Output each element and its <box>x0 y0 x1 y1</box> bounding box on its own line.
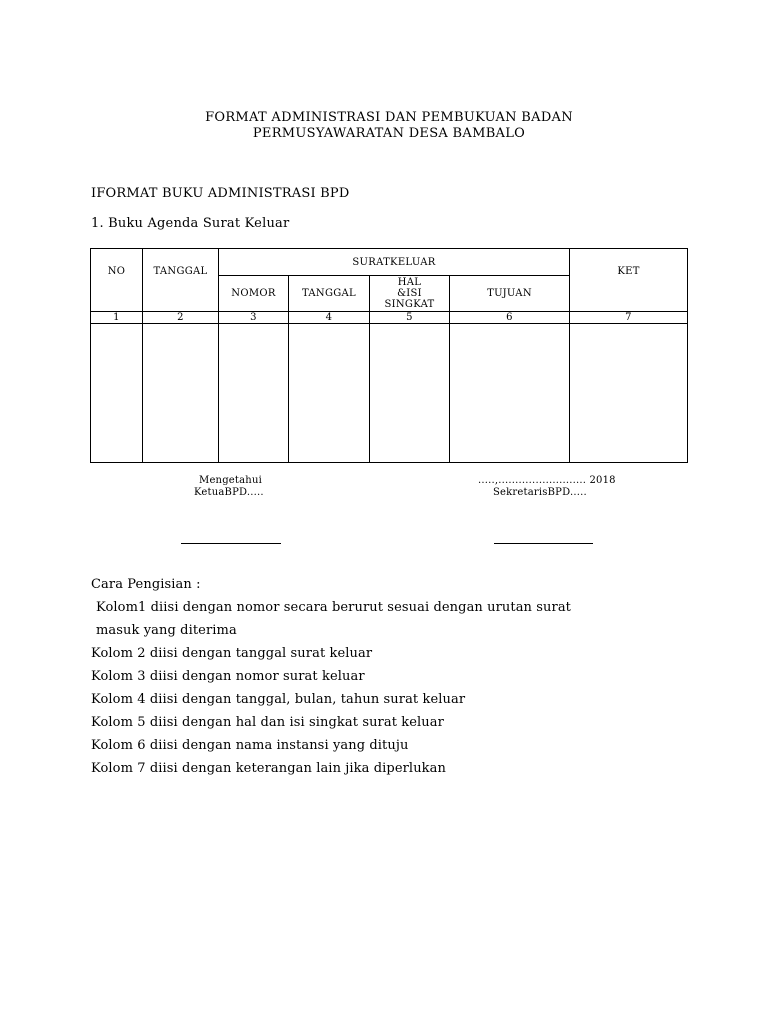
signature-left <box>194 475 264 499</box>
empty-cell <box>289 324 370 463</box>
column-number-5: 5 <box>370 312 450 324</box>
instructions-heading: Cara Pengisian : <box>91 577 201 592</box>
header-tujuan: TUJUAN <box>450 276 570 312</box>
empty-cell <box>450 324 570 463</box>
signature-line-right <box>494 543 593 544</box>
empty-cell <box>143 324 219 463</box>
instruction-item: Kolom 6 diisi dengan nama instansi yang dituju <box>91 738 409 753</box>
instruction-item: Kolom 2 diisi dengan tanggal surat keluar <box>91 646 373 661</box>
signature-right-role: SekretarisBPD..... <box>493 487 587 498</box>
hal-line-3: SINGKAT <box>384 299 435 310</box>
column-number-2: 2 <box>143 312 219 324</box>
column-number-3: 3 <box>219 312 289 324</box>
header-tanggal: TANGGAL <box>143 249 219 312</box>
instruction-item: Kolom 3 diisi dengan nomor surat keluar <box>91 669 365 684</box>
column-number-4: 4 <box>289 312 370 324</box>
header-ket: KET <box>570 249 688 312</box>
instruction-item: Kolom 5 diisi dengan hal dan isi singkat surat keluar <box>91 715 444 730</box>
instruction-item: Kolom 4 diisi dengan tanggal, bulan, tahun surat keluar <box>91 692 466 707</box>
signature-right <box>478 475 616 499</box>
header-surat-keluar: SURATKELUAR <box>219 249 570 276</box>
instruction-item: Kolom1 diisi dengan nomor secara berurut sesuai dengan urutan surat <box>96 600 571 615</box>
header-no: NO <box>91 249 143 312</box>
instructions <box>91 573 571 780</box>
header-nomor: NOMOR <box>219 276 289 312</box>
hal-line-2: &ISI <box>397 288 422 299</box>
column-number-1: 1 <box>91 312 143 324</box>
document-title <box>0 110 768 142</box>
subsection-title: 1. Buku Agenda Surat Keluar <box>91 216 290 231</box>
signature-left-role: KetuaBPD..... <box>194 487 264 498</box>
column-number-7: 7 <box>570 312 688 324</box>
instruction-item: Kolom 7 diisi dengan keterangan lain jika diperlukan <box>91 761 446 776</box>
column-number-6: 6 <box>450 312 570 324</box>
table-row <box>91 324 688 463</box>
title-line-2: PERMUSYAWARATAN DESA BAMBALO <box>252 126 526 141</box>
empty-cell <box>370 324 450 463</box>
agenda-table <box>90 248 688 463</box>
hal-line-1: HAL <box>397 277 422 288</box>
header-tanggal-surat: TANGGAL <box>289 276 370 312</box>
title-line-1: FORMAT ADMINISTRASI DAN PEMBUKUAN BADAN <box>205 110 573 125</box>
empty-cell <box>570 324 688 463</box>
instruction-item: masuk yang diterima <box>96 623 237 638</box>
signature-right-date: .....,.......................... 2018 <box>478 475 616 486</box>
empty-cell <box>219 324 289 463</box>
signature-left-label: Mengetahui <box>199 475 262 486</box>
header-hal-isi-singkat <box>370 276 450 312</box>
signature-line-left <box>181 543 281 544</box>
section-title: IFORMAT BUKU ADMINISTRASI BPD <box>91 186 350 201</box>
empty-cell <box>91 324 143 463</box>
